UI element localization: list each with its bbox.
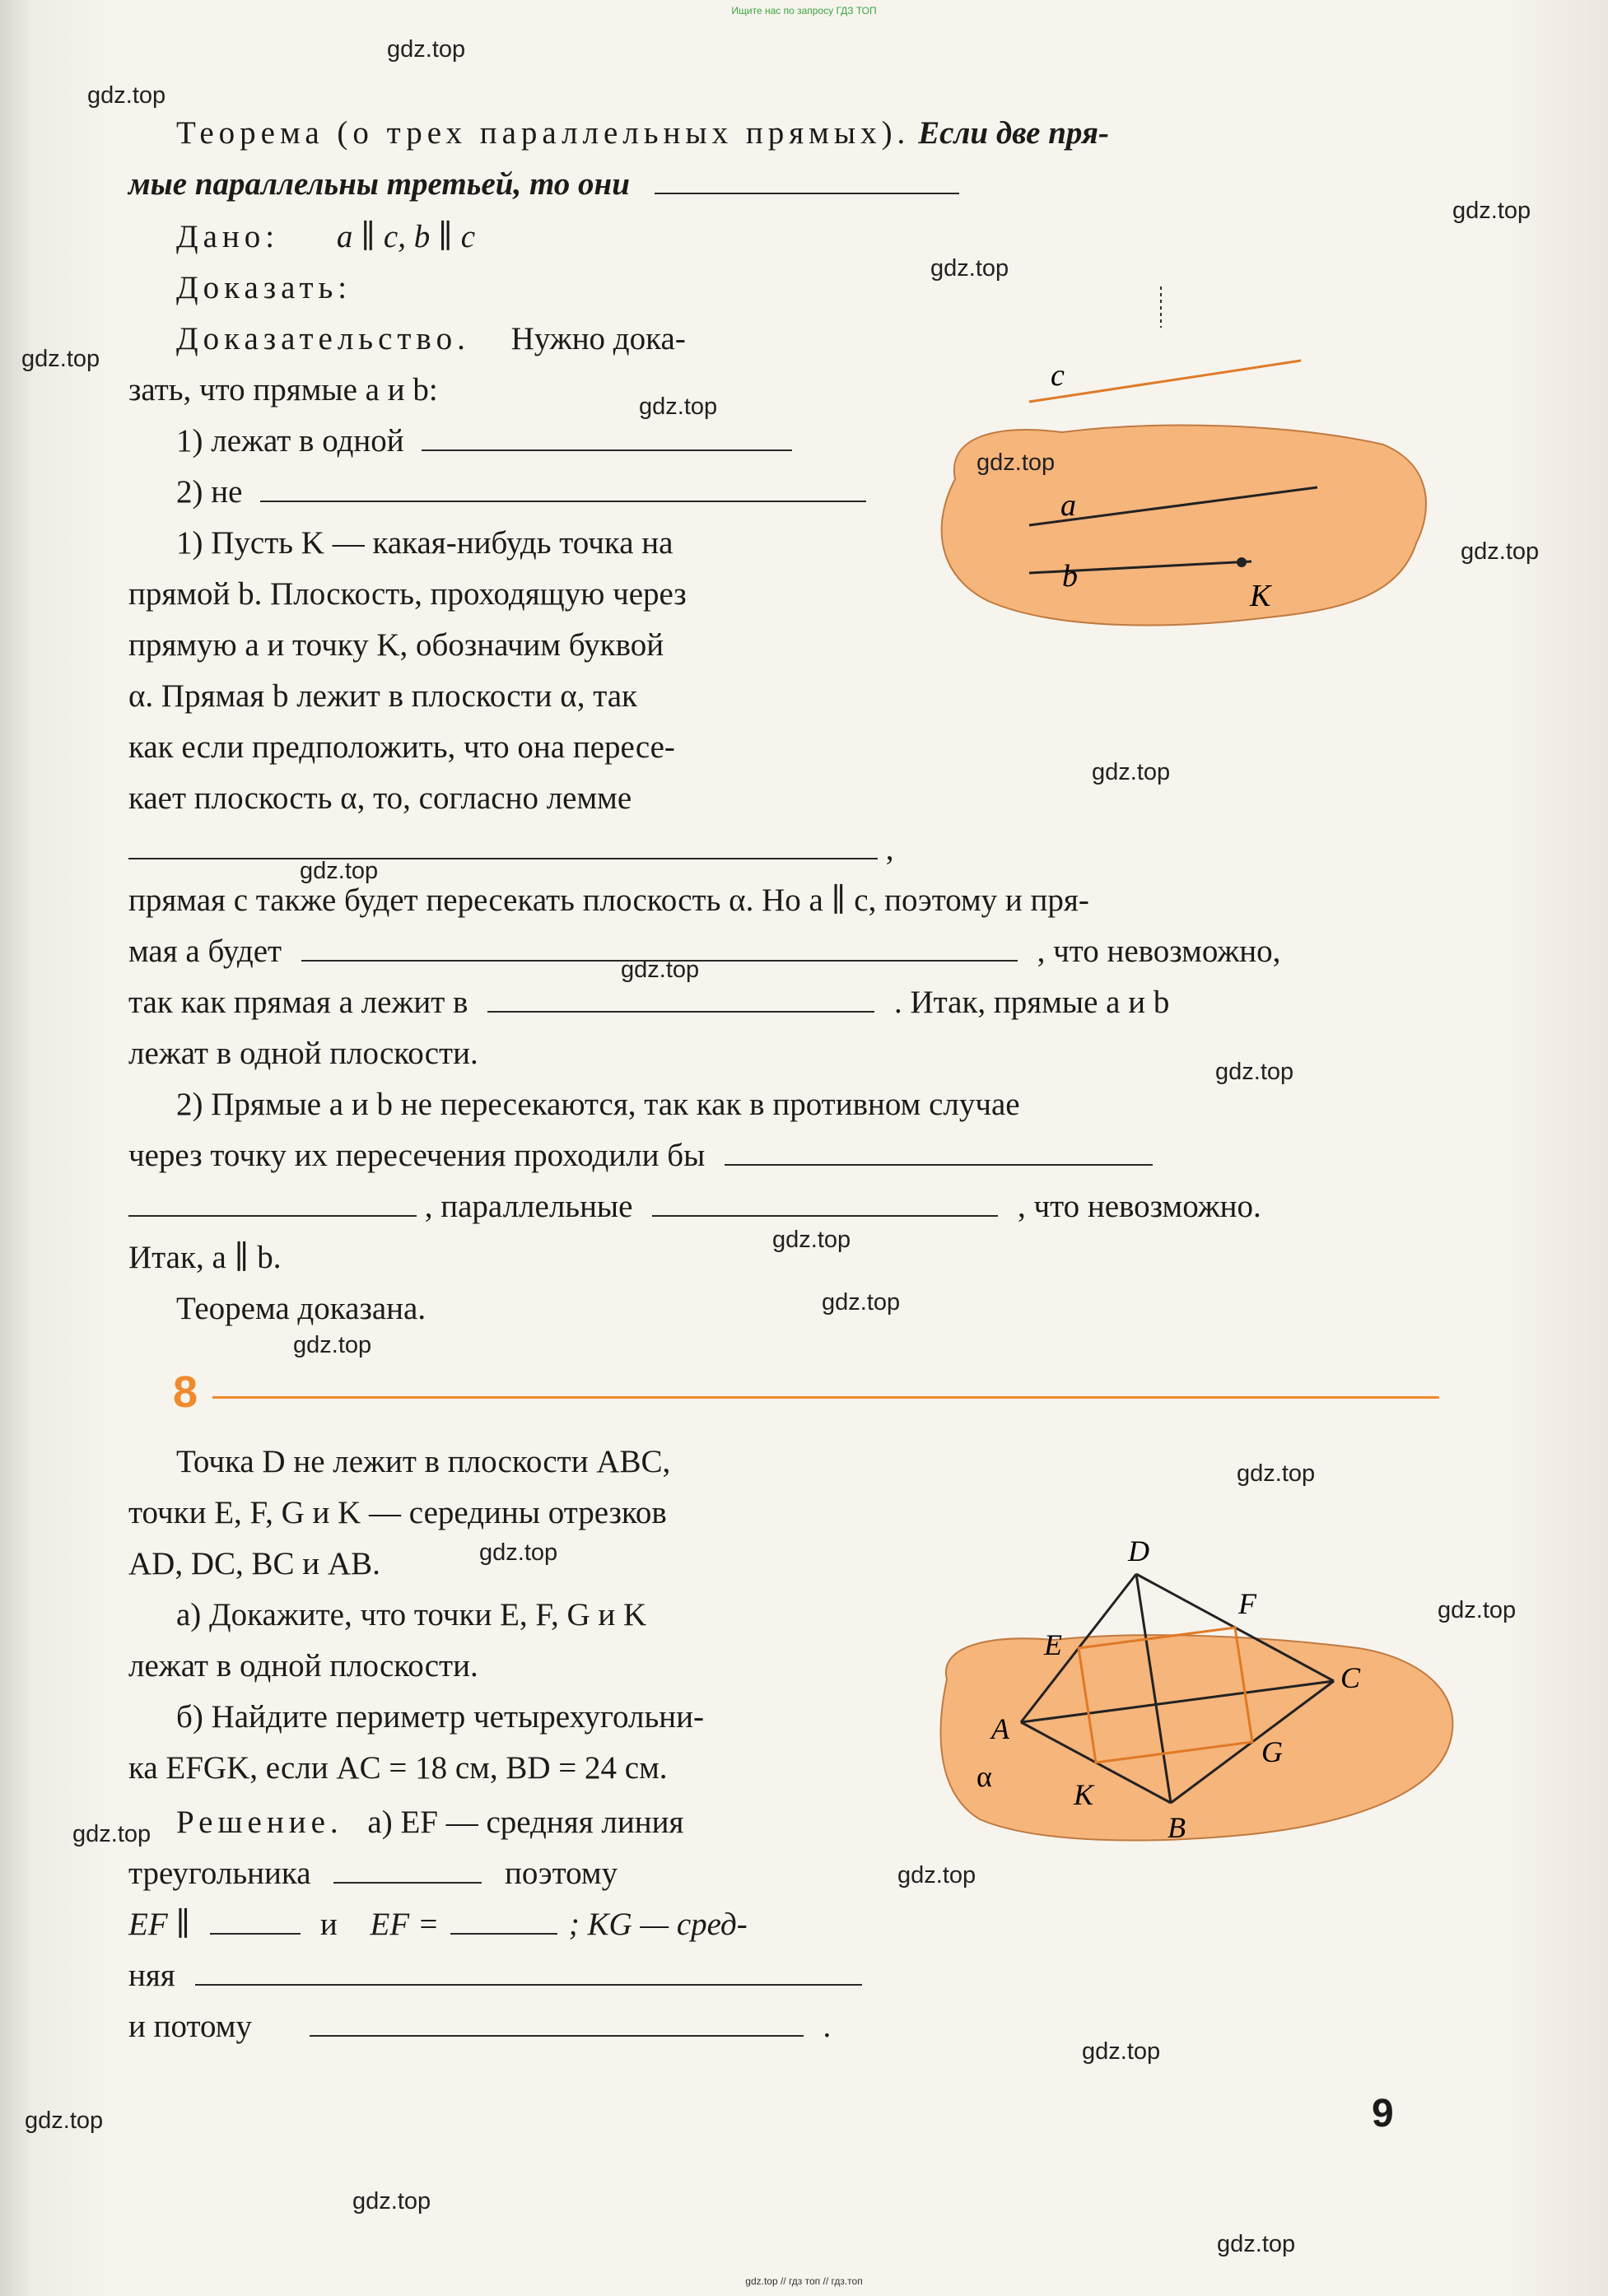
solution-line-4-text: няя [128,1958,175,1993]
proof-item-1-text: 1) лежат в одной [176,423,404,459]
proof-item-1-blank[interactable] [422,423,792,451]
label-f: F [1238,1587,1256,1620]
p1-line-10 [128,983,1169,1022]
watermark: gdz.top [25,2107,104,2134]
proof-item-1 [176,421,792,461]
solution-line-4 [128,1956,862,1996]
proof-item-2 [176,473,866,512]
p2-line-3 [128,1187,1261,1227]
watermark: gdz.top [479,1539,558,1566]
label-e: E [1044,1628,1062,1661]
theorem-line-2-text: мые параллельны третьей, то они [128,166,630,202]
solution-line-2-a: треугольника [128,1856,311,1891]
p1-line-7 [128,830,894,869]
solution-line-5-blank[interactable] [310,2009,804,2037]
solution-line-5-b: . [823,2009,832,2044]
p1-lemma-blank[interactable] [128,831,878,859]
p1-line-2: прямой b. Плоскость, проходящую через [128,576,687,612]
watermark: gdz.top [1082,2038,1161,2065]
task-line-2: точки E, F, G и K — середины отрезков [128,1495,667,1530]
p1-line-1: 1) Пусть K — какая-нибудь точка на [176,525,673,561]
p2-line-1: 2) Прямые a и b не пересекаются, так как в противном случае [176,1087,1020,1122]
watermark: gdz.top [1452,198,1531,224]
p1-line-9 [128,932,1280,971]
p1-line-9-b: , что невозможно, [1037,934,1281,969]
p1-line-10-b: . Итак, прямые a и b [893,985,1170,1020]
figure1-label-b: b [1062,559,1078,594]
watermark: gdz.top [387,36,466,63]
p2-line-3-blank-2[interactable] [652,1189,998,1217]
label-b: B [1168,1811,1186,1844]
p1-line-10-a: так как прямая a лежит в [128,985,468,1020]
watermark: gdz.top [352,2188,431,2214]
given-line [176,217,475,257]
watermark: gdz.top [976,449,1056,476]
watermark: gdz.top [897,1862,976,1888]
figure1-label-k: K [1250,579,1271,613]
solution-line-1-text: а) EF — средняя линия [367,1805,684,1840]
watermark: gdz.top [639,394,718,420]
footer-link[interactable]: gdz.top // гдз топ // гдз.топ [745,2275,863,2287]
task-line-4: а) Докажите, что точки E, F, G и K [176,1597,647,1632]
proof-item-2-blank[interactable] [260,474,866,502]
given-value: a ∥ c, b ∥ c [336,219,476,254]
p1-line-8: прямая c также будет пересекать плоскость α. Но a ∥ c, поэтому и пря- [128,883,1089,918]
solution-line-3 [128,1905,748,1944]
figure2-plane-alpha [941,1635,1453,1840]
p2-line-3-a: , параллельные [424,1189,633,1224]
watermark: gdz.top [21,346,100,372]
watermark: gdz.top [293,1332,372,1358]
task-divider [212,1396,1439,1399]
solution-line-4-blank[interactable] [195,1958,862,1986]
p1-line-4: α. Прямая b лежит в плоскости α, так [128,678,637,714]
task-line-7: ка EFGK, если AC = 18 см, BD = 24 см. [128,1750,668,1786]
p2-line-3-b: , что невозможно. [1017,1189,1261,1224]
p1-line-7-end: , [885,831,894,867]
p2-line-3-blank-1[interactable] [128,1189,417,1217]
task-number: 8 [173,1367,198,1417]
proof-intro [176,319,686,359]
p1-line-10-blank[interactable] [487,985,874,1013]
p2-line-2-blank[interactable] [725,1138,1153,1166]
solution-line-3-a: EF ∥ [128,1907,191,1942]
p1-line-3: прямую a и точку K, обозначим буквой [128,627,664,663]
p1-line-11: лежат в одной плоскости. [128,1036,478,1071]
watermark: gdz.top [87,82,166,109]
watermark: gdz.top [822,1289,901,1316]
proof-start: Нужно дока- [510,321,686,356]
label-alpha: α [976,1760,992,1793]
watermark: gdz.top [1092,759,1171,785]
task-line-5: лежат в одной плоскости. [128,1648,478,1684]
solution-line-1 [176,1803,683,1842]
solution-line-3-b: и [319,1907,338,1942]
theorem-blank-1[interactable] [655,166,959,194]
page-number: 9 [1372,2092,1394,2135]
task-line-3: AD, DC, BC и AB. [128,1546,380,1581]
watermark: gdz.top [1237,1460,1316,1487]
theorem-title [176,114,1109,153]
p2-line-2 [128,1136,1153,1176]
solution-line-2-b: поэтому [505,1856,618,1891]
p2-line-4: Итак, a ∥ b. [128,1240,282,1275]
theorem-done: Теорема доказана. [176,1291,426,1326]
watermark: gdz.top [72,1821,151,1847]
solution-line-3-c: EF = [370,1907,440,1942]
solution-label: Решение. [176,1805,343,1840]
watermark: gdz.top [930,255,1009,282]
header-search-link[interactable]: Ищите нас по запросу ГДЗ ТОП [731,5,877,16]
label-k: K [1074,1778,1094,1811]
figure1-label-c: c [1051,358,1065,393]
proof-item-2-text: 2) не [176,474,243,510]
watermark: gdz.top [300,858,379,884]
proof-line-2: зать, что прямые a и b: [128,372,438,408]
theorem-title-statement: Если две пря- [918,115,1109,151]
watermark: gdz.top [772,1227,851,1253]
solution-line-5-a: и потому [128,2009,252,2044]
watermark: gdz.top [621,957,700,983]
solution-line-3-d: ; KG — сред- [568,1907,748,1942]
figure1-point-k [1237,557,1247,567]
solution-line-3-blank-2[interactable] [450,1907,557,1935]
p1-line-9-a: мая a будет [128,934,282,969]
task-line-1: Точка D не лежит в плоскости ABC, [176,1444,671,1479]
watermark: gdz.top [1461,538,1540,565]
theorem-title-label: Теорема (о трех параллельных прямых). [176,115,911,151]
figure1-label-a: a [1060,488,1076,523]
p2-line-2-text: через точку их пересечения проходили бы [128,1138,706,1173]
proof-label: Доказательство. [176,321,470,356]
p1-line-5: как если предположить, что она пересе- [128,729,675,765]
task-line-6: б) Найдите периметр четырехугольни- [176,1699,705,1735]
label-c: C [1340,1661,1361,1694]
figure1-line-c [1029,361,1301,402]
solution-line-3-blank-1[interactable] [210,1907,301,1935]
prove-label: Доказать: [176,270,352,305]
watermark: gdz.top [1217,2231,1296,2257]
solution-line-2-blank[interactable] [333,1856,482,1884]
label-a: A [991,1712,1009,1745]
watermark: gdz.top [1215,1059,1294,1085]
solution-line-2 [128,1854,618,1893]
given-label: Дано: [176,219,280,254]
p1-line-6: кает плоскость α, то, согласно лемме [128,780,632,816]
solution-line-5 [128,2007,831,2047]
watermark: gdz.top [1438,1597,1517,1623]
label-g: G [1261,1735,1283,1768]
label-d: D [1128,1535,1149,1567]
theorem-line-2 [128,165,959,204]
figure-tetrahedron [922,1498,1482,1893]
